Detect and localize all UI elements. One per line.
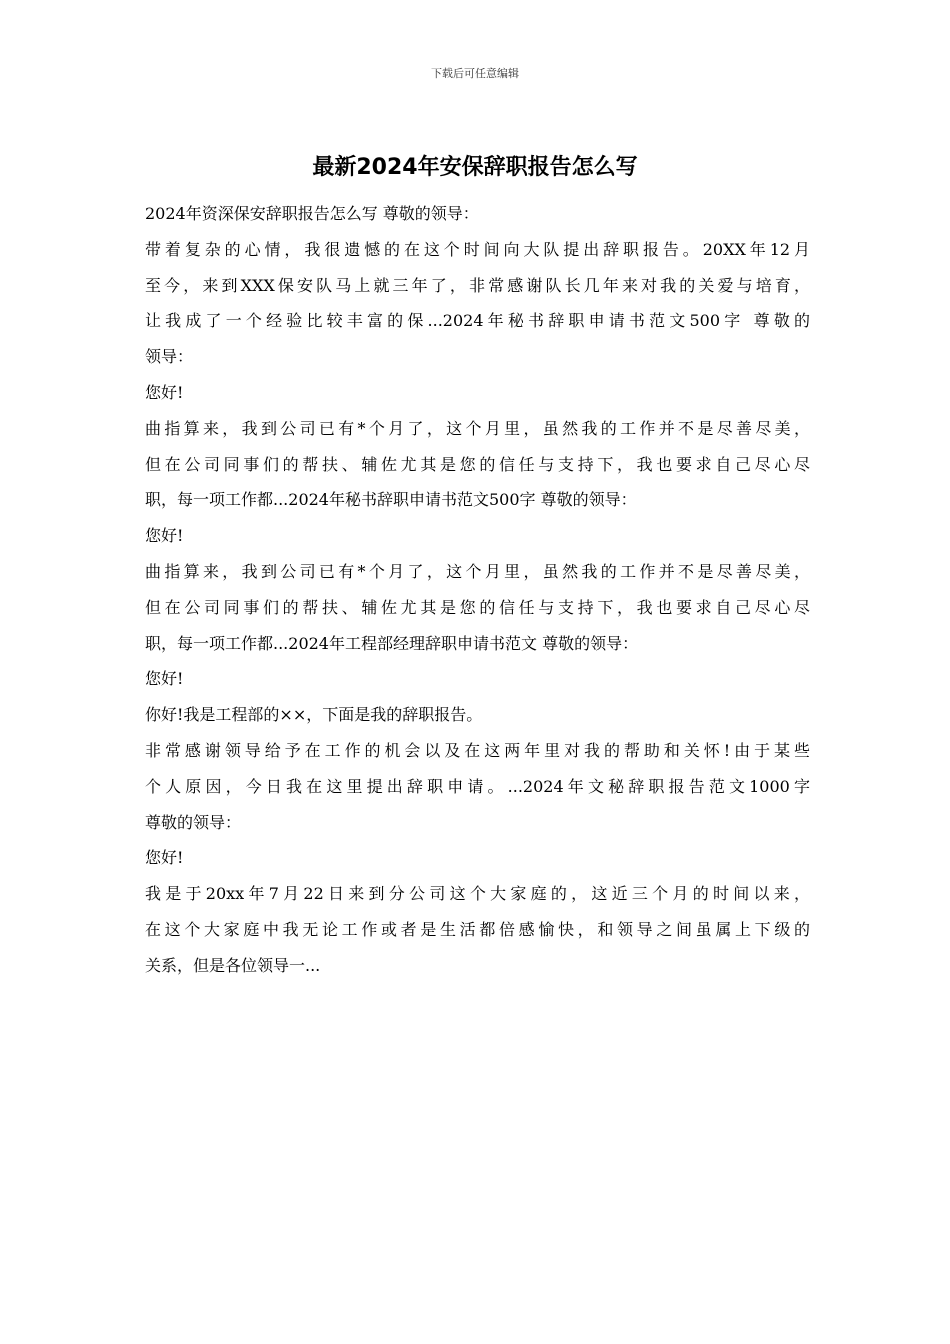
body-text-line: 2024年资深保安辞职报告怎么写 尊敬的领导： (145, 204, 479, 223)
body-text-line: 我是于20xx年7月22日来到分公司这个大家庭的，这近三个月的时间以来， (145, 884, 810, 904)
body-text-line: 您好! (145, 526, 184, 546)
body-text-line: 在这个大家庭中我无论工作或者是生活都倍感愉快，和领导之间虽属上下级的 (145, 919, 810, 939)
body-text-line: 但在公司同事们的帮扶、辅佐尤其是您的信任与支持下，我也要求自己尽心尽 (145, 454, 810, 474)
document-body (145, 196, 810, 984)
body-text-line: 曲指算来，我到公司已有*个月了，这个月里，虽然我的工作并不是尽善尽美， (145, 561, 810, 581)
body-text-line: 您好! (145, 669, 184, 689)
body-text-line: 您好! (145, 848, 184, 868)
body-text-line: 领导： (145, 347, 194, 367)
body-text-line: 带着复杂的心情，我很遗憾的在这个时间向大队提出辞职报告。20XX年12月 (145, 239, 810, 259)
body-text-line: 但在公司同事们的帮扶、辅佐尤其是您的信任与支持下，我也要求自己尽心尽 (145, 597, 810, 617)
body-text-line: 曲指算来，我到公司已有*个月了，这个月里，虽然我的工作并不是尽善尽美， (145, 418, 810, 438)
page-header-note: 下载后可任意编辑 (431, 67, 519, 80)
body-text-line: 尊敬的领导： (145, 812, 242, 832)
body-text-line: 非常感谢领导给予在工作的机会以及在这两年里对我的帮助和关怀!由于某些 (145, 740, 810, 760)
body-text-line: 至今，来到XXX保安队马上就三年了，非常感谢队长几年来对我的关爱与培育， (145, 275, 810, 295)
body-text-line: 您好! (145, 382, 184, 402)
body-text-line: 你好!我是工程部的××，下面是我的辞职报告。 (145, 705, 483, 725)
body-text-line: 职，每一项工作都...2024年工程部经理辞职申请书范文 尊敬的领导： (145, 633, 639, 653)
body-text-line: 让我成了一个经验比较丰富的保...2024年秘书辞职申请书范文500字 尊敬的 (145, 311, 810, 331)
body-text-line: 职，每一项工作都...2024年秘书辞职申请书范文500字 尊敬的领导： (145, 490, 637, 510)
body-text-line: 个人原因，今日我在这里提出辞职申请。...2024年文秘辞职报告范文1000字 (145, 776, 810, 796)
body-text-line: 关系，但是各位领导一... (145, 955, 321, 975)
document-title: 最新2024年安保辞职报告怎么写 (312, 155, 638, 180)
